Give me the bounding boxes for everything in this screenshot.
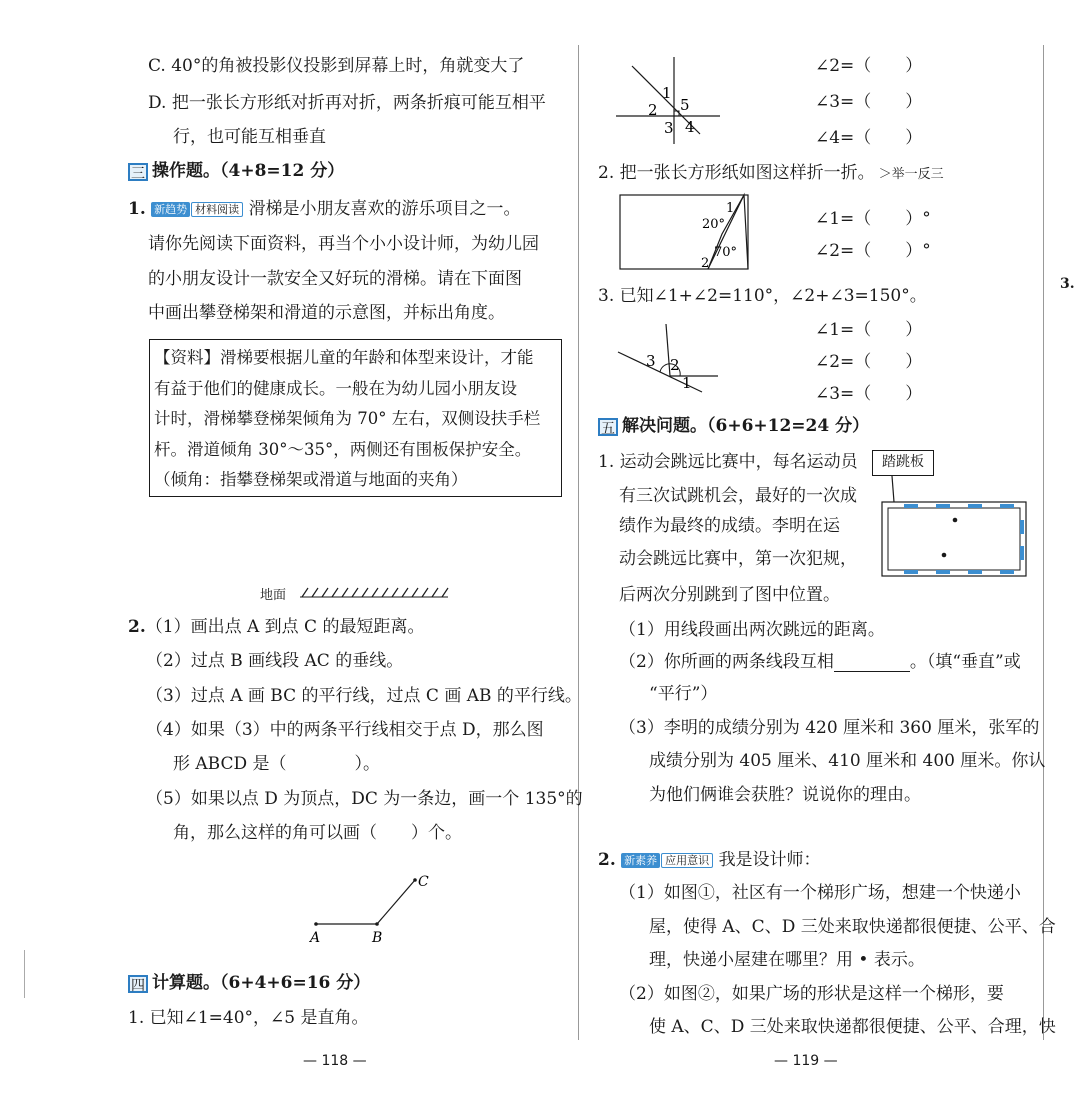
right-question-3: 3. 已知∠1+∠2=110°，∠2+∠3=150°。 — [598, 286, 927, 306]
section-4-title: 计算题。（6+4+6=16 分） — [152, 973, 371, 993]
ground-label: 地面 — [260, 588, 287, 603]
material-line-1: 【资料】滑梯要根据儿童的年龄和体型来设计，才能 — [154, 348, 534, 367]
fig1-label-3: 3 — [664, 119, 674, 137]
tag-extend: ＞举一反三 — [878, 167, 944, 182]
solve-1-part2-hint: 。（填“垂直”或 — [909, 652, 1021, 672]
question-2-part3: （3）过点 A 画 BC 的平行线，过点 C 画 AB 的平行线。 — [146, 686, 582, 706]
material-line-4: 杆。滑道倾角 30°～35°，两侧还有围板保护安全。 — [154, 439, 532, 459]
answer3-angle-3: ∠3=（ ） — [815, 384, 923, 404]
option-d-line2: 行，也可能互相垂直 — [173, 127, 326, 147]
fig1-label-2: 2 — [648, 101, 658, 119]
question-2-part4a: （4）如果（3）中的两条平行线相交于点 D，那么图 — [146, 720, 544, 740]
section-3-heading — [128, 161, 344, 181]
solve-2-number: 2. — [598, 850, 616, 870]
solve-1-part1: （1）用线段画出两次跳远的距离。 — [619, 620, 885, 640]
tag-material-reading: 材料阅读 — [191, 202, 243, 217]
answer3-angle-2: ∠2=（ ） — [815, 352, 923, 372]
solve-1-line3: 绩作为最终的成绩。李明在运 — [619, 516, 840, 536]
material-line-5: （倾角：指攀登梯架或滑道与地面的夹角） — [154, 470, 468, 489]
point-a-label: A — [310, 930, 321, 946]
question-1-line3: 的小朋友设计一款安全又好玩的滑梯。请在下面图 — [148, 269, 522, 289]
solve-1-part2 — [619, 652, 1021, 672]
solve-2-title: 我是设计师： — [718, 850, 821, 870]
figure-folded-paper — [616, 192, 756, 274]
fig2-label-20: 20° — [702, 217, 726, 232]
fig3-label-2: 2 — [670, 356, 680, 374]
tag-new-literacy: 新素养 — [621, 853, 660, 868]
question-2-part2: （2）过点 B 画线段 AC 的垂线。 — [146, 651, 404, 671]
figure-abc — [300, 868, 440, 948]
section-4-question-1: 1. 已知∠1=40°，∠5 是直角。 — [128, 1008, 369, 1028]
figure-angles-1-3 — [614, 318, 724, 398]
answer2-angle-1: ∠1=（ ）° — [815, 209, 931, 229]
question-2-line1 — [128, 617, 424, 637]
answer2-angle-2: ∠2=（ ）° — [815, 241, 931, 261]
question-1-line1 — [128, 199, 521, 219]
option-d-line1: D. 把一张长方形纸对折再对折，两条折痕可能互相平 — [148, 93, 546, 113]
figure-angles-1-5 — [612, 52, 727, 147]
answer3-angle-1: ∠1=（ ） — [815, 320, 923, 340]
column-divider-left — [578, 45, 579, 1040]
tag-application: 应用意识 — [661, 853, 713, 868]
solve-1-line2: 有三次试跳机会，最好的一次成 — [619, 486, 857, 506]
answer-angle-4: ∠4=（ ） — [815, 128, 923, 148]
solve-1-part2-options: “平行”） — [649, 684, 718, 704]
question-2-number: 2. — [128, 617, 146, 637]
solve-2-part1b: 屋，使得 A、C、D 三处来取快递都很便捷、公平、合 — [649, 917, 1056, 937]
option-c: C. 40°的角被投影仪投影到屏幕上时，角就变大了 — [148, 56, 525, 76]
solve-1-line1: 1. 运动会跳远比赛中，每名运动员 — [598, 452, 858, 472]
page-number-right: — 119 — — [774, 1053, 838, 1069]
section-5-title: 解决问题。（6+6+12=24 分） — [622, 416, 870, 436]
point-b-label: B — [372, 930, 383, 946]
solve-2-part2b: 使 A、C、D 三处来取快递都很便捷、公平、合理，快 — [649, 1017, 1056, 1037]
solve-1-line4: 动会跳远比赛中，第一次犯规， — [619, 549, 857, 569]
question-1-line4: 中画出攀登梯架和滑道的示意图，并标出角度。 — [148, 303, 505, 323]
fig1-label-5: 5 — [680, 96, 690, 114]
solve-1-part2-text: （2）你所画的两条线段互相 — [619, 652, 834, 672]
solve-2-part2a: （2）如图②，如果广场的形状是这样一个梯形，要 — [619, 984, 1004, 1004]
fig2-label-70: 70° — [714, 245, 738, 260]
question-1-number: 1. — [128, 199, 146, 219]
question-2-part5a: （5）如果以点 D 为顶点，DC 为一条边，画一个 135°的 — [146, 789, 583, 809]
section-3-title: 操作题。（4+8=12 分） — [152, 161, 345, 181]
fig1-label-1: 1 — [662, 84, 672, 102]
point-c-label: C — [418, 874, 429, 890]
question-1-text: 滑梯是小朋友喜欢的游乐项目之一。 — [248, 199, 521, 219]
material-box — [149, 339, 562, 497]
question-1-line2: 请你先阅读下面资料，再当个小小设计师，为幼儿园 — [148, 234, 539, 254]
board-label: 踏跳板 — [882, 454, 924, 470]
material-line-2: 有益于他们的健康成长。一般在为幼儿园小朋友设 — [154, 378, 517, 398]
section-3-badge: 三 — [128, 163, 148, 181]
fig3-label-1: 1 — [682, 374, 692, 392]
section-4-heading — [128, 973, 370, 993]
answer-angle-2: ∠2=（ ） — [815, 56, 923, 76]
section-5-badge: 五 — [598, 418, 618, 436]
tag-new-trend: 新趋势 — [151, 202, 190, 217]
solve-2-part1c: 理，快递小屋建在哪里？用 • 表示。 — [649, 950, 925, 970]
answer-blank[interactable] — [834, 655, 910, 672]
solve-1-part3a: （3）李明的成绩分别为 420 厘米和 360 厘米，张军的 — [619, 718, 1040, 738]
answer-angle-3: ∠3=（ ） — [815, 92, 923, 112]
fig3-label-3: 3 — [646, 352, 656, 370]
long-jump-pit — [880, 474, 1030, 580]
right-question-2 — [598, 163, 944, 185]
fig2-label-1: 1 — [726, 201, 735, 216]
solve-2-part1a: （1）如图①，社区有一个梯形广场，想建一个快递小 — [619, 883, 1021, 903]
question-2-part1: （1）画出点 A 到点 C 的最短距离。 — [145, 617, 425, 637]
right-question-2-text: 2. 把一张长方形纸如图这样折一折。 — [598, 163, 875, 183]
question-2-part4b: 形 ABCD 是（ ）。 — [173, 754, 381, 774]
section-5-heading — [598, 416, 869, 436]
solve-2-heading — [598, 850, 821, 870]
solve-1-line5: 后两次分别跳到了图中位置。 — [619, 585, 840, 605]
edge-question-number: 3. — [1060, 276, 1075, 292]
solve-1-part3c: 为他们俩谁会获胜？说说你的理由。 — [649, 785, 921, 805]
page-number-left: — 118 — — [303, 1053, 367, 1069]
question-2-part5b: 角，那么这样的角可以画（ ）个。 — [173, 823, 462, 843]
material-line-3: 计时，滑梯攀登梯架倾角为 70° 左右，双侧设扶手栏 — [154, 409, 541, 428]
solve-1-part3b: 成绩分别为 405 厘米、410 厘米和 400 厘米。你认 — [649, 751, 1046, 771]
fig2-label-2: 2 — [701, 256, 710, 271]
column-divider-right — [1043, 45, 1044, 1040]
fig1-label-4: 4 — [685, 118, 695, 136]
board-label-box — [872, 450, 934, 476]
ground-hatching — [298, 585, 450, 601]
left-edge-mark — [24, 950, 25, 998]
section-4-badge: 四 — [128, 975, 148, 993]
